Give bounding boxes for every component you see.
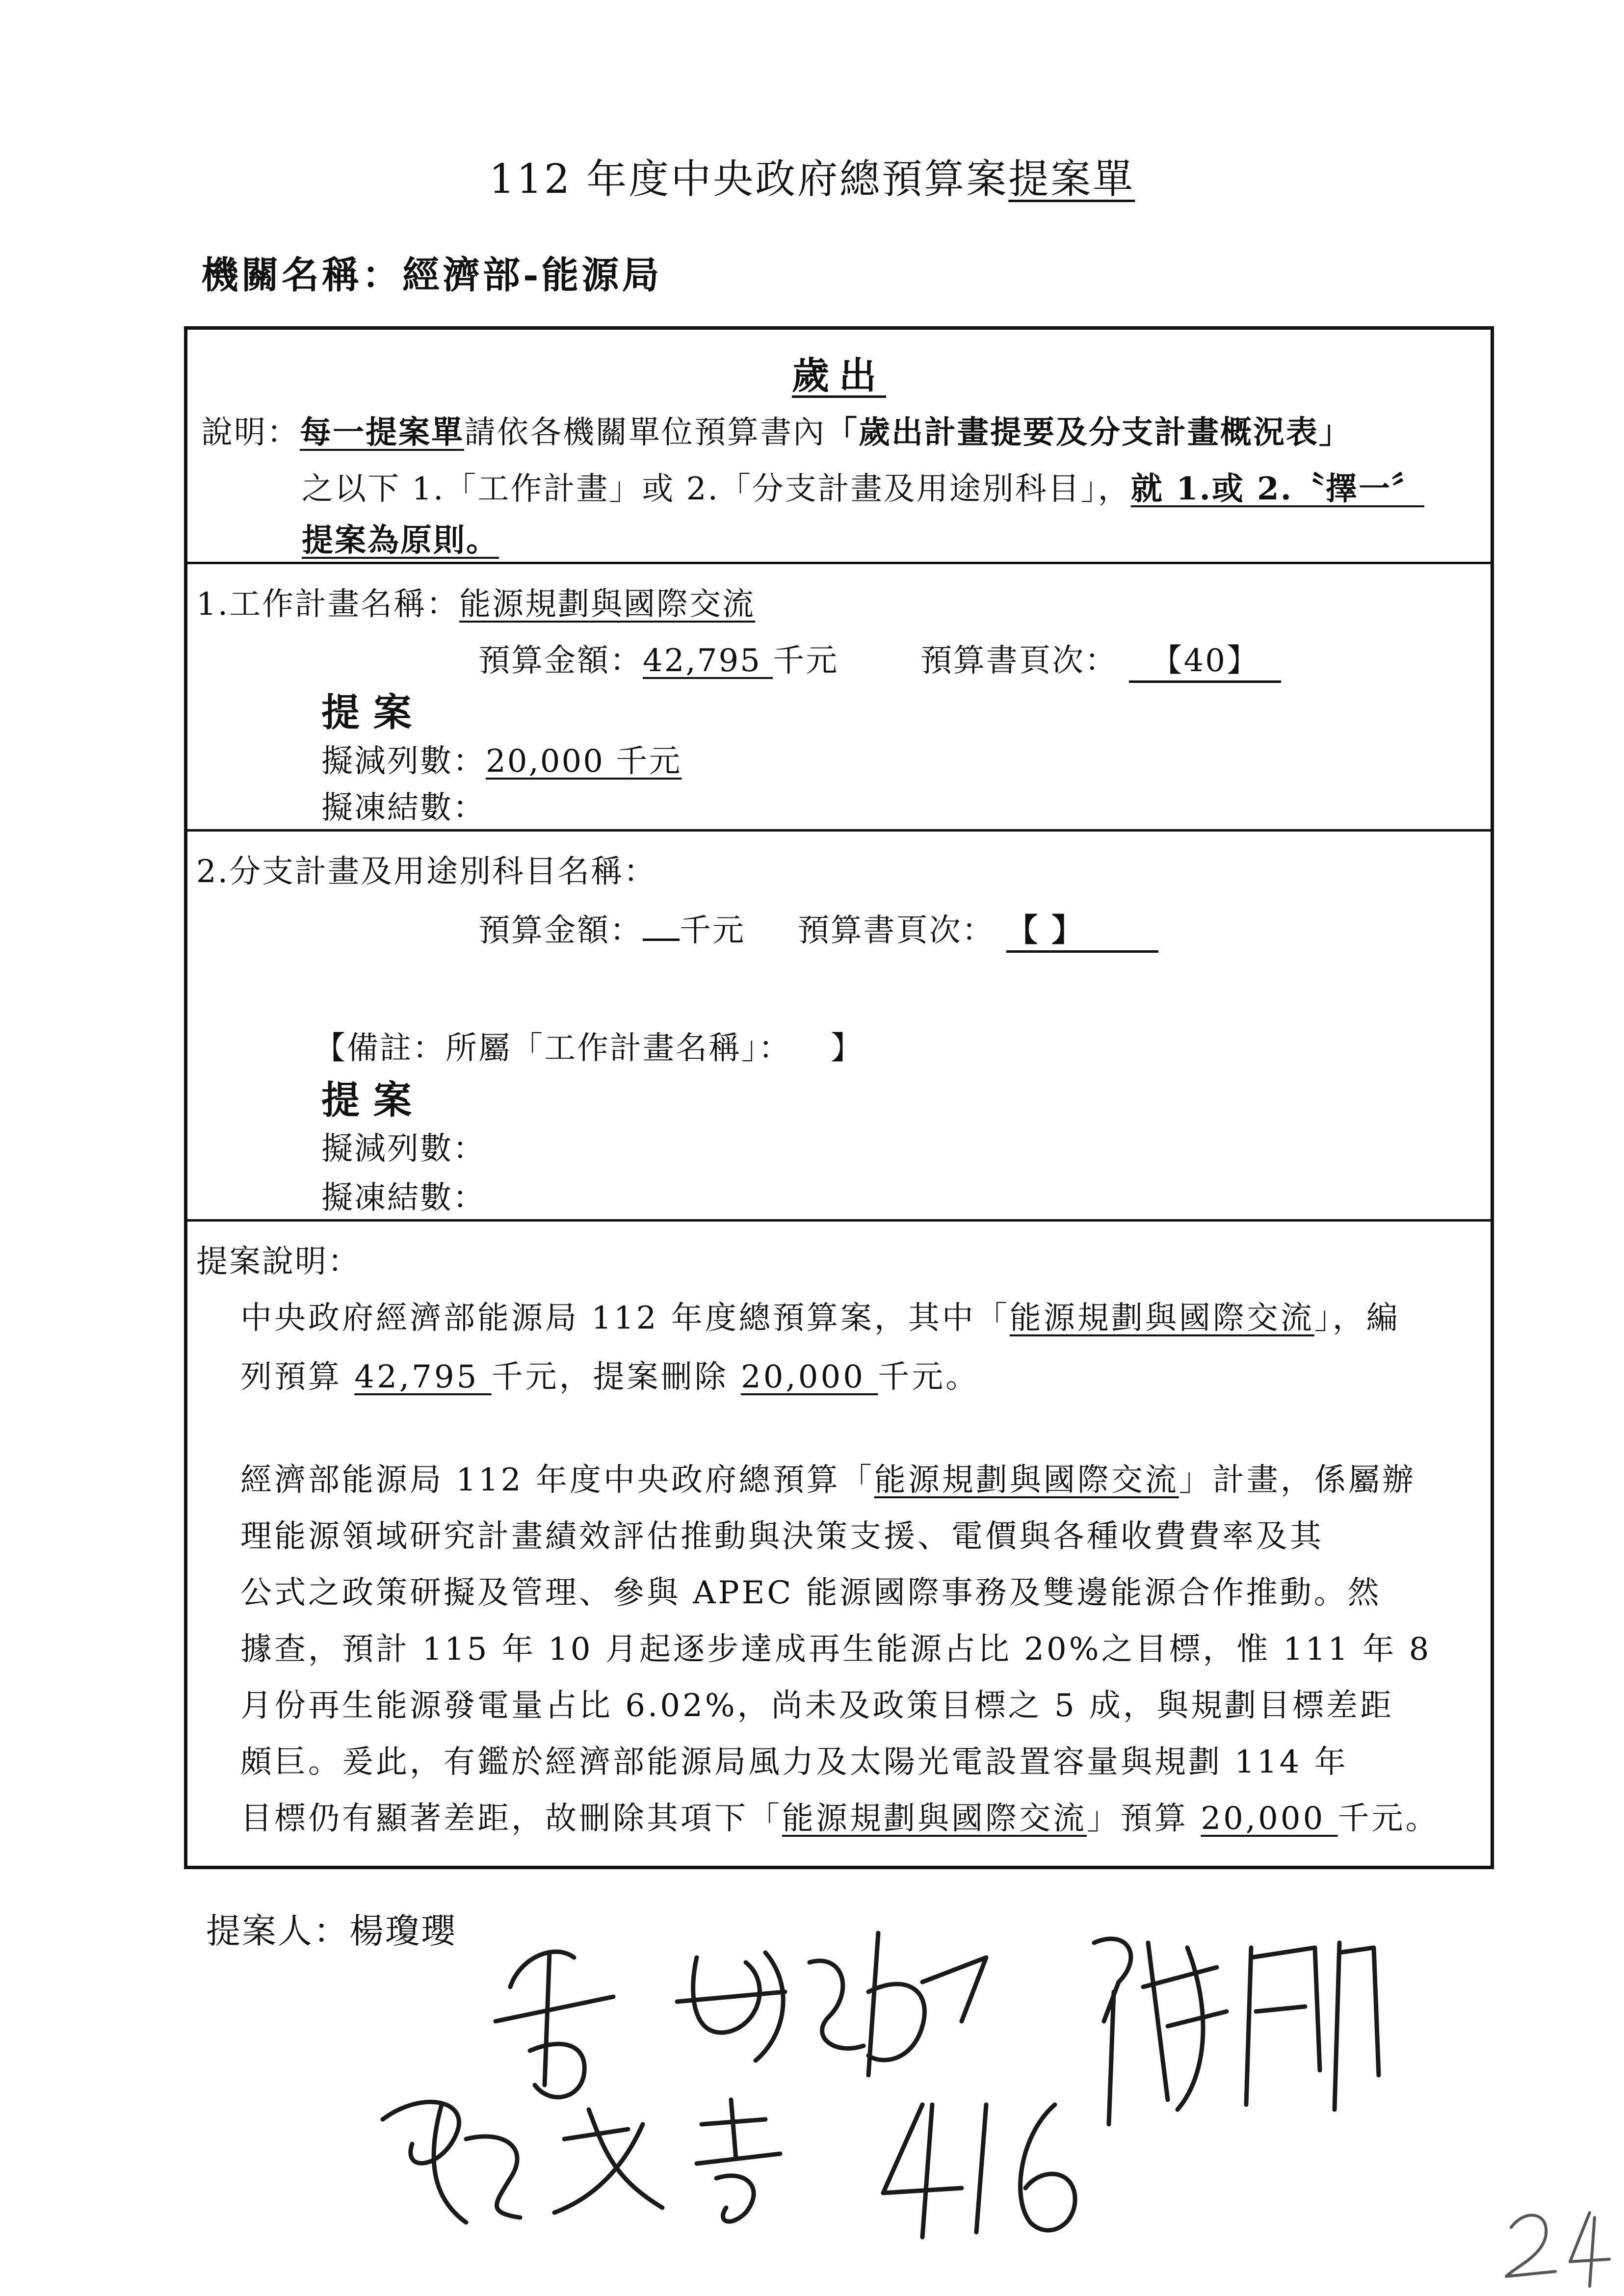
explanation-p2-line2: 理能源領域研究計畫績效評估推動與決策支援、電價與各種收費費率及其 bbox=[240, 1518, 1324, 1555]
plan1-cut-line: 擬減列數：20,000 千元 bbox=[321, 743, 682, 780]
agency-line bbox=[201, 245, 662, 299]
plan2-freeze-line: 擬凍結數： bbox=[321, 1180, 486, 1216]
title-main: 112 年度中央政府總預算案 bbox=[489, 156, 1009, 203]
note-line-1: 說明：每一提案單請依各機關單位預算書內「歲出計畫提要及分支計畫概況表」 bbox=[201, 414, 1352, 451]
divider-1 bbox=[184, 562, 1494, 564]
explanation-p2-line3: 公式之政策研擬及管理、參與 APEC 能源國際事務及雙邊能源合作推動。然 bbox=[240, 1575, 1382, 1611]
plan1-cut-value: 20,000 千元 bbox=[486, 743, 682, 780]
note-line-2: 之以下 1.「工作計畫」或 2.「分支計畫及用途別科目」，就 1.或 2.〝擇一〞 bbox=[302, 470, 1424, 507]
proposer-name: 楊瓊瓔 bbox=[349, 1911, 457, 1951]
plan2-remark: 【備註：所屬「工作計畫名稱」： 】 bbox=[314, 1030, 864, 1067]
explanation-p1-line2: 列預算 42,795 千元，提案刪除 20,000 千元。 bbox=[240, 1359, 980, 1395]
plan1-name: 能源規劃與國際交流 bbox=[459, 586, 756, 623]
explanation-p2-line4: 據查，預計 115 年 10 月起逐步達成再生能源占比 20%之目標，惟 111 年 8 bbox=[240, 1631, 1432, 1668]
plan1-name-line bbox=[196, 579, 755, 624]
divider-2 bbox=[184, 829, 1494, 832]
plan1-page-value: 【40】 bbox=[1151, 643, 1260, 679]
explanation-p2-line5: 月份再生能源發電量占比 6.02%，尚未及政策目標之 5 成，與規劃目標差距 bbox=[240, 1688, 1394, 1724]
section-title: 歲出 bbox=[792, 354, 886, 397]
proposer-line: 提案人：楊瓊瓔 bbox=[206, 1911, 457, 1951]
plan2-proposal-heading: 提案 bbox=[321, 1078, 426, 1122]
plan1-budget-line: 預算金額：42,795 千元 預算書頁次： 【40】 bbox=[478, 635, 1281, 683]
plan2-name-line: 2.分支計畫及用途別科目名稱： bbox=[196, 854, 657, 890]
plan2-page-value: 【 】 bbox=[1006, 912, 1085, 949]
note-bold: 每一提案單 bbox=[300, 414, 464, 451]
title-underlined: 提案單 bbox=[1008, 156, 1135, 203]
note-label: 說明： bbox=[201, 415, 300, 451]
explanation-p2-line7: 目標仍有顯著差距，故刪除其項下「能源規劃與國際交流」預算 20,000 千元。 bbox=[240, 1800, 1440, 1837]
divider-3 bbox=[184, 1219, 1494, 1222]
plan2-cut-line: 擬減列數： bbox=[321, 1131, 486, 1167]
explanation-p2-line1: 經濟部能源局 112 年度中央政府總預算「能源規劃與國際交流」計畫，係屬辦 bbox=[240, 1462, 1416, 1498]
explanation-label: 提案說明： bbox=[196, 1244, 361, 1280]
agency-label: 機關名稱： bbox=[201, 253, 402, 297]
plan1-budget-value: 42,795 bbox=[643, 643, 773, 679]
document-title bbox=[0, 147, 1624, 205]
plan1-label: 1.工作計畫名稱： bbox=[196, 586, 460, 623]
plan1-proposal-heading: 提案 bbox=[321, 690, 426, 735]
plan2-budget-line: 預算金額： 千元 預算書頁次： 【 】 bbox=[478, 905, 1158, 953]
explanation-p2-line6: 頗巨。爰此，有鑑於經濟部能源局風力及太陽光電設置容量與規劃 114 年 bbox=[240, 1744, 1348, 1780]
plan1-freeze-line: 擬凍結數： bbox=[321, 790, 486, 826]
note-line-3: 提案為原則。 bbox=[302, 522, 499, 559]
agency-name: 經濟部-能源局 bbox=[402, 253, 662, 297]
explanation-p1-line1: 中央政府經濟部能源局 112 年度總預算案，其中「能源規劃與國際交流」，編 bbox=[240, 1300, 1400, 1336]
